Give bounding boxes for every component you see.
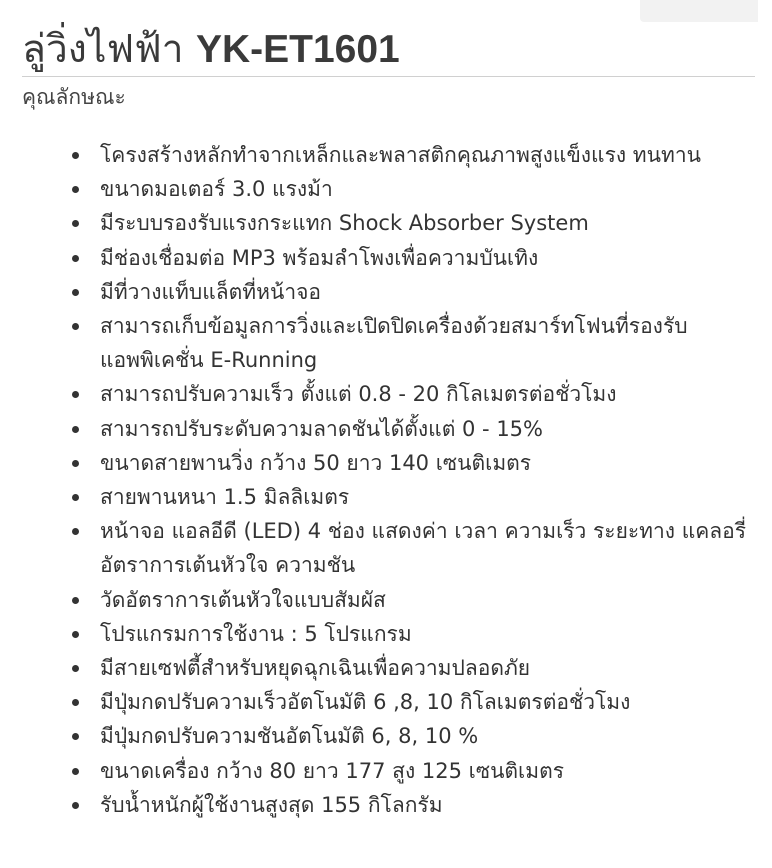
bullet-icon <box>72 665 79 672</box>
bullet-icon <box>72 699 79 706</box>
feature-text: ขนาดเครื่อง กว้าง 80 ยาว 177 สูง 125 เซนติเมตร <box>100 758 564 783</box>
bullet-icon <box>72 768 79 775</box>
bullet-icon <box>72 152 79 159</box>
bullet-icon <box>72 494 79 501</box>
feature-item <box>100 719 755 753</box>
top-bar-fragment <box>640 0 758 22</box>
feature-item <box>100 412 755 446</box>
feature-item <box>100 583 755 617</box>
feature-item <box>100 651 755 685</box>
feature-text: สายพานหนา 1.5 มิลลิเมตร <box>100 485 350 510</box>
feature-text: หน้าจอ แอลอีดี (LED) 4 ช่อง แสดงค่า เวลา ความเร็ว ระยะทาง แคลอรี่ อัตราการเต้นหัวใจ ความชัน <box>100 519 747 578</box>
feature-item <box>100 377 755 411</box>
bullet-icon <box>72 733 79 740</box>
feature-item <box>100 309 755 377</box>
feature-text: ขนาดสายพานวิ่ง กว้าง 50 ยาว 140 เซนติเมตร <box>100 450 532 475</box>
product-model: YK-ET1601 <box>195 28 400 71</box>
feature-text: วัดอัตราการเต้นหัวใจแบบสัมผัส <box>100 587 386 612</box>
product-title <box>22 24 400 76</box>
feature-text: สามารถปรับความเร็ว ตั้งแต่ 0.8 - 20 กิโลเมตรต่อชั่วโมง <box>100 382 617 407</box>
feature-item <box>100 685 755 719</box>
bullet-icon <box>72 255 79 262</box>
feature-list <box>100 138 755 822</box>
bullet-icon <box>72 186 79 193</box>
feature-text: สามารถเก็บข้อมูลการวิ่งและเปิดปิดเครื่องด้วยสมาร์ทโฟนที่รองรับแอพพิเคชั่น E-Running <box>100 314 688 373</box>
feature-item <box>100 206 755 240</box>
feature-text: มีระบบรองรับแรงกระแทก Shock Absorber System <box>100 211 589 236</box>
bullet-icon <box>72 597 79 604</box>
feature-item <box>100 446 755 480</box>
feature-item <box>100 138 755 172</box>
product-title-text: ลู่วิ่งไฟฟ้า <box>22 27 196 72</box>
feature-item <box>100 480 755 514</box>
feature-item <box>100 172 755 206</box>
bullet-icon <box>72 391 79 398</box>
feature-item <box>100 788 755 822</box>
feature-item <box>100 617 755 651</box>
feature-item <box>100 754 755 788</box>
feature-text: โปรแกรมการใช้งาน : 5 โปรแกรม <box>100 621 412 646</box>
feature-text: มีช่องเชื่อมต่อ MP3 พร้อมลำโพงเพื่อความบันเทิง <box>100 245 539 270</box>
title-divider <box>22 76 755 77</box>
feature-text: มีปุ่มกดปรับความเร็วอัตโนมัติ 6 ,8, 10 กิโลเมตรต่อชั่วโมง <box>100 690 631 715</box>
bullet-icon <box>72 528 79 535</box>
feature-text: มีที่วางแท็บแล็ตที่หน้าจอ <box>100 279 322 304</box>
feature-text: สามารถปรับระดับความลาดชันได้ตั้งแต่ 0 - 15% <box>100 416 543 441</box>
feature-item <box>100 241 755 275</box>
feature-text: ขนาดมอเตอร์ 3.0 แรงม้า <box>100 177 333 202</box>
bullet-icon <box>72 220 79 227</box>
feature-text: มีสายเซฟตี้สำหรับหยุดฉุกเฉินเพื่อความปลอดภัย <box>100 656 531 681</box>
feature-text: รับน้ำหนักผู้ใช้งานสูงสุด 155 กิโลกรัม <box>100 792 443 817</box>
bullet-icon <box>72 323 79 330</box>
feature-text: โครงสร้างหลักทำจากเหล็กและพลาสติกคุณภาพสูงแข็งแรง ทนทาน <box>100 143 701 167</box>
section-subtitle: คุณลักษณะ <box>22 85 126 109</box>
bullet-icon <box>72 631 79 638</box>
feature-item <box>100 275 755 309</box>
bullet-icon <box>72 802 79 809</box>
bullet-icon <box>72 426 79 433</box>
feature-item <box>100 514 755 582</box>
feature-text: มีปุ่มกดปรับความชันอัตโนมัติ 6, 8, 10 % <box>100 724 479 749</box>
bullet-icon <box>72 460 79 467</box>
bullet-icon <box>72 289 79 296</box>
